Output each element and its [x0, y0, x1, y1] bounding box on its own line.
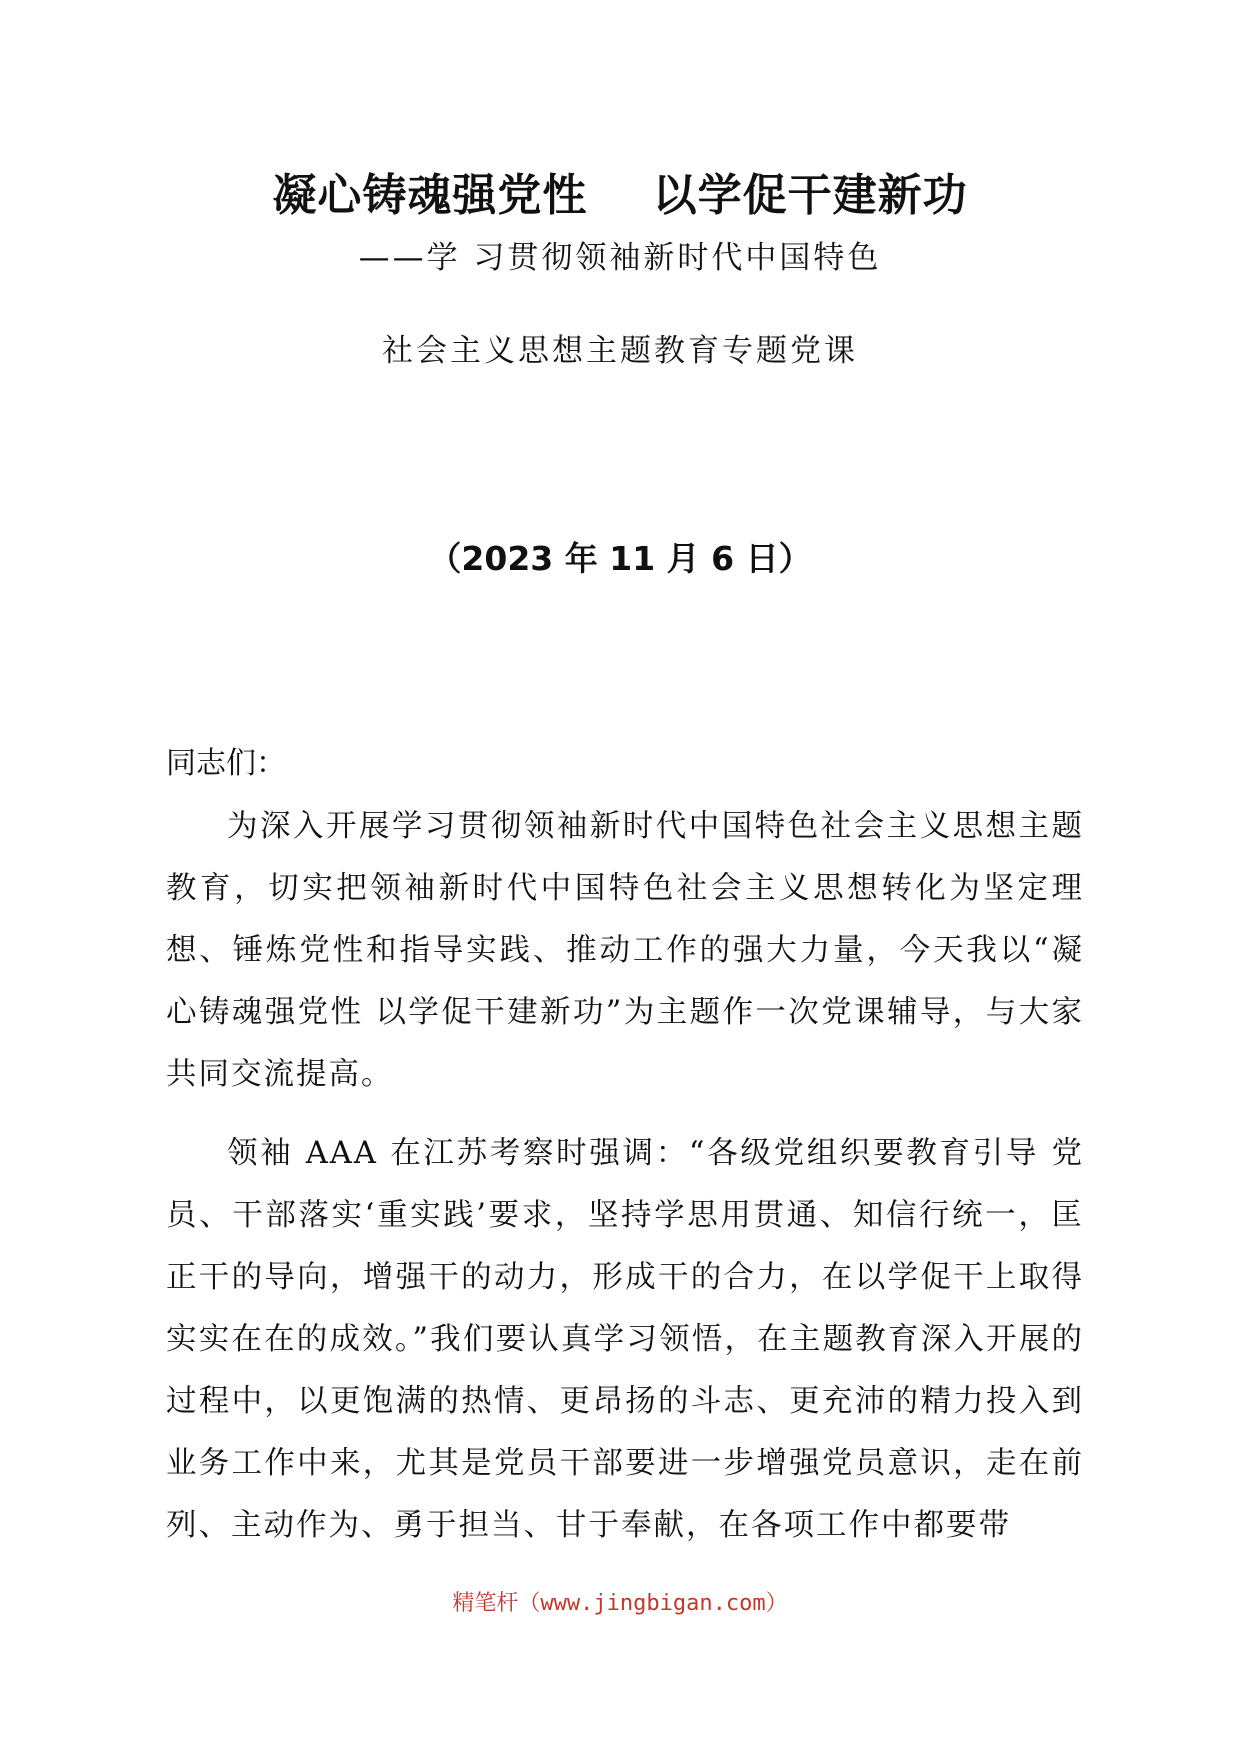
- page-footer: [0, 1589, 1240, 1619]
- document-title: 凝心铸魂强党性 以学促干建新功: [272, 170, 968, 221]
- footer-site-url[interactable]: （www.jingbigan.com）: [518, 1591, 788, 1616]
- salutation: 同志们：: [166, 746, 286, 781]
- footer-site-name: 精笔杆: [452, 1591, 519, 1616]
- body-paragraph-1: 为深入开展学习贯彻领袖新时代中国特色社会主义思想主题教育，切实把领袖新时代中国特色社会主义思想转化为坚定理想、锤炼党性和指导实践、推动工作的强大力量，今天我以“凝心铸魂强党性 以学促干建新功”为主题作一次党课辅导，与大家共同交流提高。: [166, 809, 1084, 1092]
- document-subtitle-line-2: 社会主义思想主题教育专题党课: [382, 333, 858, 369]
- document-date: （2023 年 11 月 6 日）: [428, 539, 812, 578]
- body-paragraph-2: 领袖 AAA 在江苏考察时强调：“各级党组织要教育引导 党员、干部落实‘重实践’要求，坚持学思用贯通、知信行统一，匡正干的导向，增强干的动力，形成干的合力，在以学促干上取得实实在在的成效。”我们要认真学习领悟，在主题教育深入开展的过程中，以更饱满的热情、更昂扬的斗志、更充沛的精力投入到业务工作中来，尤其是党员干部要进一步增强党员意识，走在前列、主动作为、勇于担当、甘于奉献，在各项工作中都要带: [166, 1136, 1084, 1543]
- document-subtitle-line-1: ——学 习贯彻领袖新时代中国特色: [358, 240, 882, 276]
